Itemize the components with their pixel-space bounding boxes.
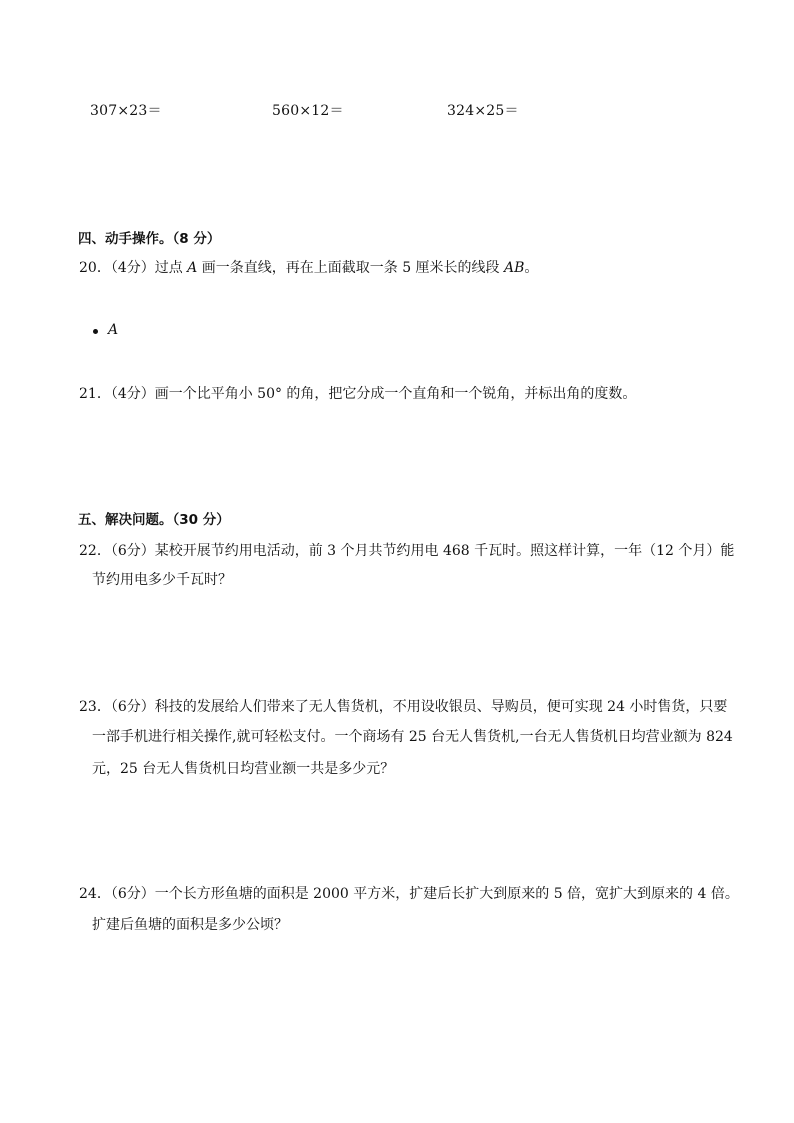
- question-23-line-1: 23．（6分）科技的发展给人们带来了无人售货机，不用设收银员、导购员，便可实现 24 小时售货，只要: [79, 699, 728, 715]
- question-22-line-2: 节约用电多少千瓦时？: [92, 572, 232, 588]
- question-20-end: 。: [524, 260, 539, 276]
- question-20-point: A: [187, 260, 198, 276]
- calculation-3: 324×25＝: [447, 103, 519, 119]
- question-21: 21．（4分）画一个比平角小 50° 的角，把它分成一个直角和一个锐角，并标出角的度数。: [79, 386, 637, 402]
- question-22-line-1: 22．（6分）某校开展节约用电活动，前 3 个月共节约用电 468 千瓦时。照这样计算，一年（12 个月）能: [79, 543, 735, 559]
- question-20: [79, 257, 538, 277]
- point-a-dot: [93, 329, 98, 334]
- section-5-title: 五、解决问题。（30 分）: [78, 512, 230, 528]
- question-23-line-2: 一部手机进行相关操作,就可轻松支付。一个商场有 25 台无人售货机,一台无人售货机日均营业额为 824: [92, 729, 733, 745]
- section-4-title: 四、动手操作。（8 分）: [78, 231, 221, 247]
- question-20-prefix: 20．（4分）过点: [79, 260, 188, 276]
- question-20-middle: 画一条直线，再在上面截取一条 5 厘米长的线段: [197, 260, 505, 276]
- question-23-line-3: 元，25 台无人售货机日均营业额一共是多少元？: [92, 761, 395, 777]
- question-20-segment: AB: [504, 260, 525, 276]
- point-a-label: A: [108, 322, 119, 338]
- calculation-1: 307×23＝: [90, 103, 162, 119]
- question-24-line-1: 24．（6分）一个长方形鱼塘的面积是 2000 平方米，扩建后长扩大到原来的 5 倍，宽扩大到原来的 4 倍。: [79, 886, 739, 902]
- question-24-line-2: 扩建后鱼塘的面积是多少公顷？: [92, 917, 288, 933]
- calculation-2: 560×12＝: [272, 103, 344, 119]
